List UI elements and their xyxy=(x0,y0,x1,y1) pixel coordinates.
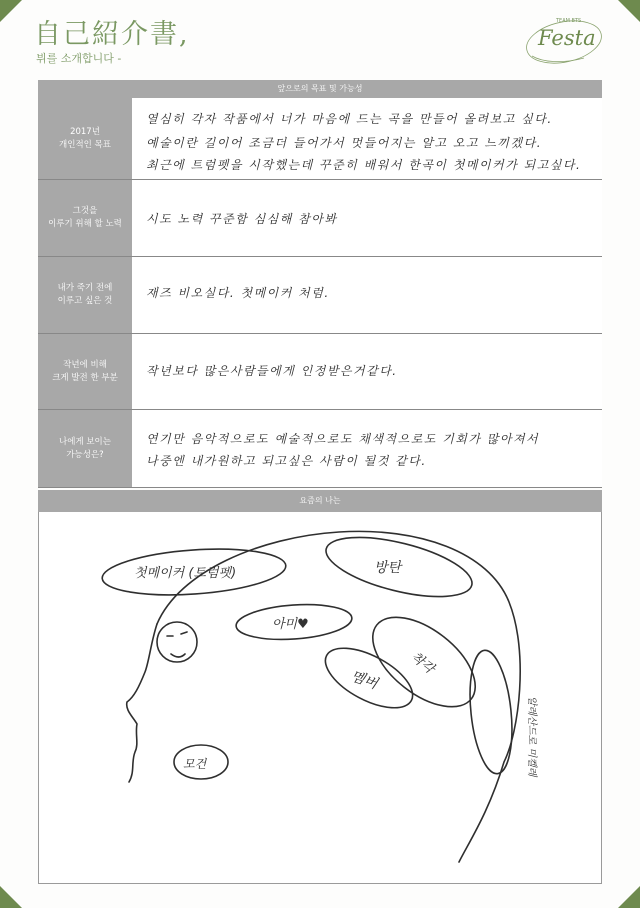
logo-text: Festa xyxy=(538,26,596,50)
row-label-line: 그것을 xyxy=(72,206,98,216)
row-label-line: 내가 죽기 전에 xyxy=(57,283,113,293)
table-row xyxy=(38,180,602,257)
row-label-line: 이루기 위해 할 노력 xyxy=(48,219,122,229)
row-label xyxy=(38,257,132,333)
row-answer xyxy=(132,98,602,179)
row-answer xyxy=(132,334,602,409)
bubble-allen xyxy=(465,648,518,776)
small-face-eye xyxy=(167,632,187,657)
goals-table xyxy=(38,80,602,488)
row-label-line: 이루고 싶은 것 xyxy=(57,296,113,306)
head-drawing-area xyxy=(38,512,602,884)
drawing-label-trumpet: 첫메이커 (트럼펫) xyxy=(134,566,237,581)
row-answer xyxy=(132,180,602,256)
drawing-label-army: 아미♥ xyxy=(272,617,309,632)
row-answer xyxy=(132,410,602,487)
corner-decoration xyxy=(618,886,640,908)
table-row xyxy=(38,98,602,180)
handwritten-line: 시도 노력 꾸준함 심심해 참아봐 xyxy=(146,212,338,226)
table-row xyxy=(38,257,602,334)
goals-table-header: 앞으로의 목표 및 가능성 xyxy=(38,80,602,98)
corner-decoration xyxy=(0,886,22,908)
table-row xyxy=(38,410,602,488)
row-label-line: 나에게 보이는 xyxy=(59,436,111,447)
row-label-line: 가능성은? xyxy=(66,449,104,460)
row-label-line: 2017년 xyxy=(70,126,100,137)
row-label-line: 개인적인 목표 xyxy=(59,139,111,150)
drawing-label-pondering: 착각 xyxy=(407,649,437,677)
face-profile xyxy=(127,624,157,782)
corner-decoration xyxy=(618,0,640,22)
recent-me-header: 요즘의 나는 xyxy=(38,490,602,512)
small-face-head xyxy=(157,622,197,662)
corner-decoration xyxy=(0,0,22,22)
handwritten-line: 최근에 트럼펫을 시작했는데 꾸준히 배워서 한곡이 첫메이커가 되고싶다. xyxy=(146,158,582,172)
handwritten-line: 예술이란 길이어 조금더 들어가서 멋들어지는 알고 오고 느끼겠다. xyxy=(146,136,543,150)
head-sketch xyxy=(39,512,603,884)
handwritten-line: 나중엔 내가원하고 되고싶은 사람이 될것 같다. xyxy=(146,454,427,468)
handwritten-line: 재즈 비오실다. 첫메이커 처럼. xyxy=(146,286,330,300)
table-row xyxy=(38,334,602,410)
drawing-label-allen: 알레산드로 미켈레 xyxy=(526,696,537,777)
row-label-line: 크게 발전 한 부분 xyxy=(52,372,118,383)
row-answer xyxy=(132,257,602,333)
row-label xyxy=(38,180,132,256)
row-label xyxy=(38,98,132,179)
row-label xyxy=(38,410,132,487)
logo-small-text: TEAM BTS xyxy=(556,18,582,24)
handwritten-line: 연기만 음악적으로도 예술적으로도 채색적으로도 기회가 많아져서 xyxy=(146,432,540,446)
row-label xyxy=(38,334,132,409)
drawing-label-mouth: 모건 xyxy=(183,757,207,771)
drawing-label-bangtan: 방탄 xyxy=(374,560,402,576)
handwritten-line: 작년보다 많은사람들에게 인정받은거같다. xyxy=(146,364,398,378)
drawing-label-members: 멤버 xyxy=(348,668,380,693)
document-subtitle: 뷔를 소개합니다 - xyxy=(36,52,122,65)
handwritten-line: 열심히 각자 작품에서 너가 마음에 드는 곡을 만들어 올려보고 싶다. xyxy=(146,112,553,126)
row-label-line: 작년에 비해 xyxy=(63,359,107,370)
document-title: 自己紹介書, xyxy=(34,19,190,50)
